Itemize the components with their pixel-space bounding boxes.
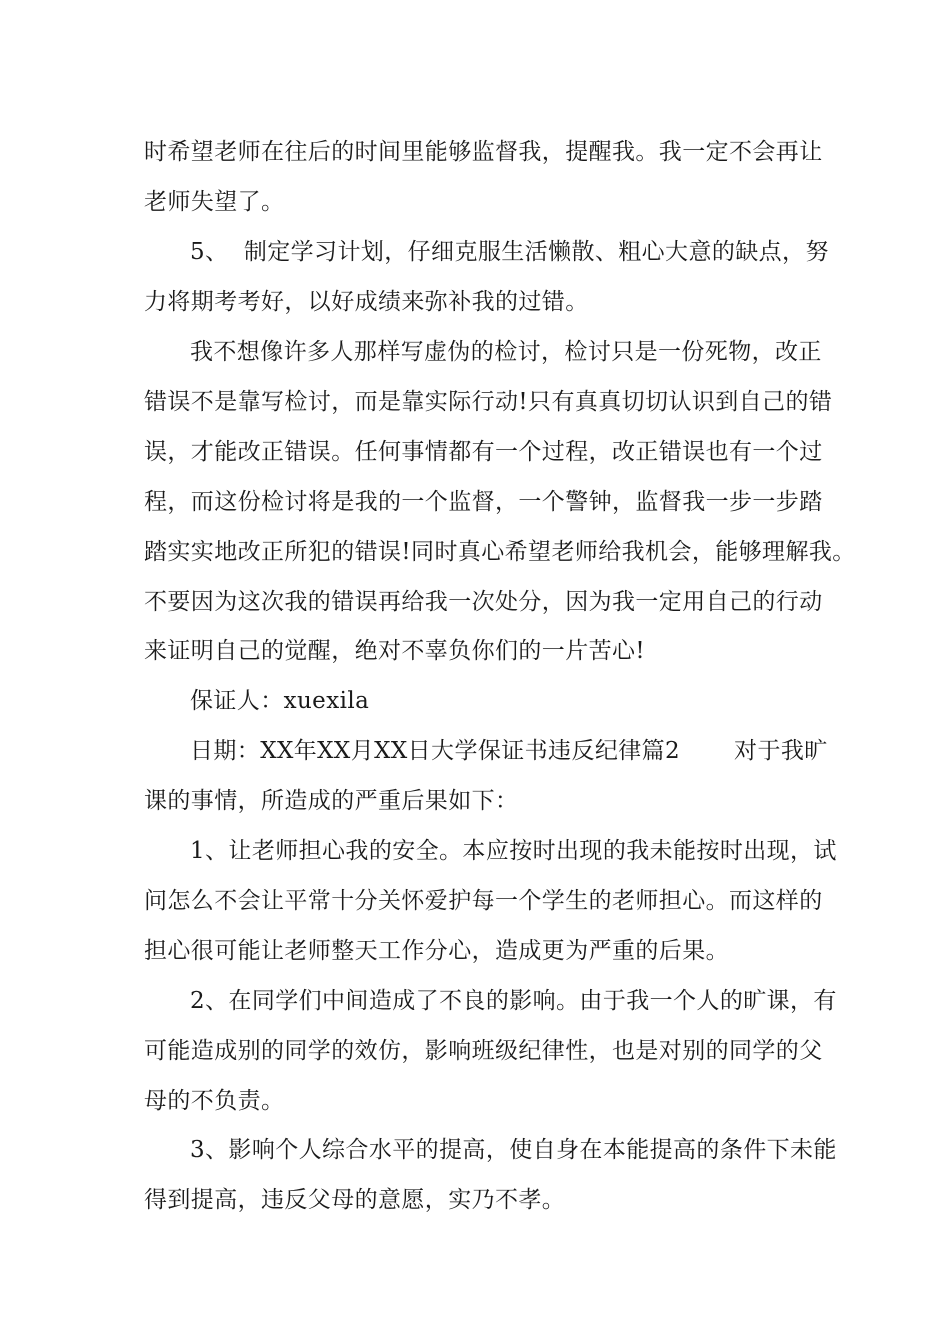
text-line: 不要因为这次我的错误再给我一次处分，因为我一定用自己的行动 bbox=[144, 589, 823, 615]
text-line: 2、在同学们中间造成了不良的影响。由于我一个人的旷课，有 bbox=[190, 988, 837, 1014]
text-line: 踏实实地改正所犯的错误!同时真心希望老师给我机会，能够理解我。 bbox=[144, 539, 856, 565]
text-line: 时希望老师在往后的时间里能够监督我，提醒我。我一定不会再让 bbox=[144, 139, 823, 165]
text-line: 3、影响个人综合水平的提高，使自身在本能提高的条件下未能 bbox=[190, 1137, 837, 1163]
text-line: 老师失望了。 bbox=[144, 189, 285, 215]
signatory-line: 保证人：xuexila bbox=[190, 688, 370, 714]
text-line: 担心很可能让老师整天工作分心，造成更为严重的后果。 bbox=[144, 938, 729, 964]
text-line: 程，而这份检讨将是我的一个监督，一个警钟，监督我一步一步踏 bbox=[144, 489, 823, 515]
text-line: 来证明自己的觉醒，绝对不辜负你们的一片苦心! bbox=[144, 638, 646, 664]
text-line: 力将期考考好，以好成绩来弥补我的过错。 bbox=[144, 289, 589, 315]
text-line: 我不想像许多人那样写虚伪的检讨，检讨只是一份死物，改正 bbox=[190, 339, 822, 365]
text-line: 课的事情，所造成的严重后果如下： bbox=[144, 788, 519, 814]
text-line: 得到提高，违反父母的意愿，实乃不孝。 bbox=[144, 1187, 566, 1213]
text-line: 可能造成别的同学的效仿，影响班级纪律性，也是对别的同学的父 bbox=[144, 1038, 823, 1064]
text-line: 问怎么不会让平常十分关怀爱护每一个学生的老师担心。而这样的 bbox=[144, 888, 823, 914]
text-line: 5、 制定学习计划，仔细克服生活懒散、粗心大意的缺点，努 bbox=[190, 239, 829, 265]
text-line: 母的不负责。 bbox=[144, 1088, 285, 1114]
date-line: 日期：XX年XX月XX日大学保证书违反纪律篇2 对于我旷 bbox=[190, 738, 828, 764]
text-line: 1、让老师担心我的安全。本应按时出现的我未能按时出现，试 bbox=[190, 838, 837, 864]
text-line: 错误不是靠写检讨，而是靠实际行动!只有真真切切认识到自己的错 bbox=[144, 389, 833, 415]
text-line: 误，才能改正错误。任何事情都有一个过程，改正错误也有一个过 bbox=[144, 439, 823, 465]
